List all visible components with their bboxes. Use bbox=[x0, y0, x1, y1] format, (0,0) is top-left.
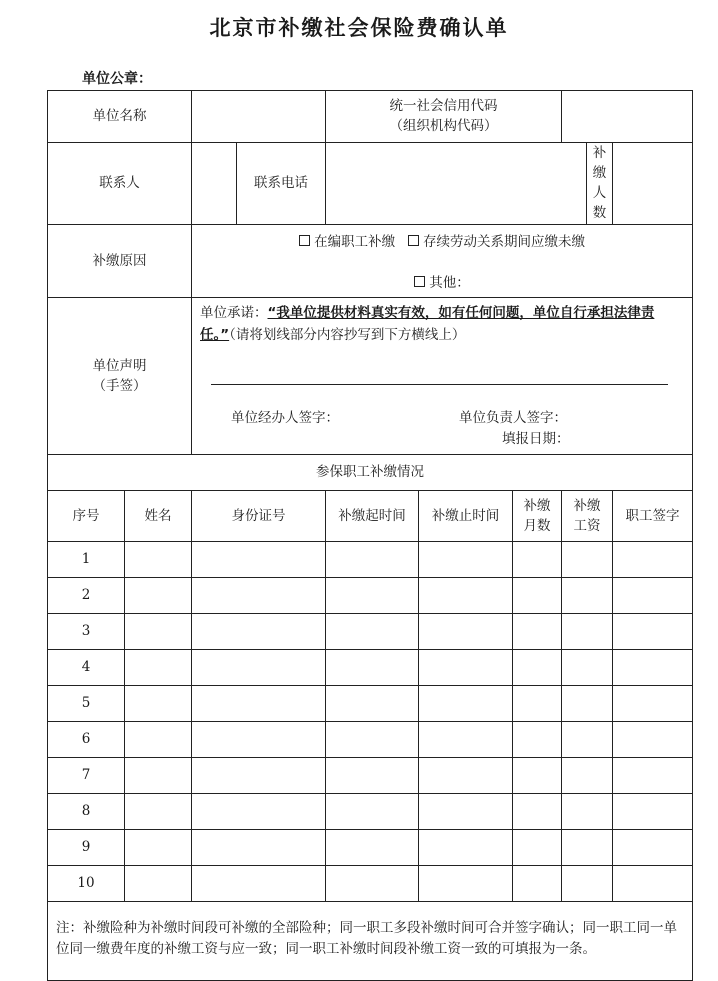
col-header-id: 身份证号 bbox=[192, 491, 326, 542]
col-header-name: 姓名 bbox=[125, 491, 192, 542]
table-row bbox=[48, 830, 693, 866]
end-cell[interactable] bbox=[419, 614, 513, 650]
id-cell[interactable] bbox=[192, 794, 326, 830]
end-cell[interactable] bbox=[419, 578, 513, 614]
row-seq: 7 bbox=[48, 758, 125, 794]
reason-label: 补缴原因 bbox=[48, 225, 192, 298]
row-seq: 2 bbox=[48, 578, 125, 614]
declaration-prefix: 单位承诺： bbox=[200, 305, 268, 321]
reason-option-staff: 在编职工补缴 bbox=[314, 234, 396, 250]
id-cell[interactable] bbox=[192, 614, 326, 650]
id-cell[interactable] bbox=[192, 578, 326, 614]
confirmation-form bbox=[47, 90, 693, 981]
id-cell[interactable] bbox=[192, 722, 326, 758]
months-cell[interactable] bbox=[513, 578, 562, 614]
col-header-months-line1: 补缴 bbox=[523, 497, 551, 514]
row-seq: 10 bbox=[48, 866, 125, 902]
end-cell[interactable] bbox=[419, 794, 513, 830]
declaration-instruction: （请将划线部分内容抄写到下方横线上） bbox=[229, 327, 466, 343]
sign-cell[interactable] bbox=[613, 794, 693, 830]
start-cell[interactable] bbox=[326, 866, 419, 902]
months-cell[interactable] bbox=[513, 866, 562, 902]
row-seq: 3 bbox=[48, 614, 125, 650]
unit-name-label: 单位名称 bbox=[48, 91, 192, 143]
col-header-months bbox=[513, 491, 562, 542]
checkbox-icon[interactable] bbox=[408, 235, 419, 246]
col-header-wage-line1: 补缴 bbox=[573, 497, 601, 514]
contact-field[interactable] bbox=[192, 143, 237, 225]
end-cell[interactable] bbox=[419, 542, 513, 578]
name-cell[interactable] bbox=[125, 578, 192, 614]
sign-cell[interactable] bbox=[613, 758, 693, 794]
headcount-label-line1: 补缴 bbox=[592, 145, 607, 181]
wage-cell[interactable] bbox=[562, 794, 613, 830]
sign-cell[interactable] bbox=[613, 686, 693, 722]
col-header-wage bbox=[562, 491, 613, 542]
name-cell[interactable] bbox=[125, 830, 192, 866]
row-seq: 1 bbox=[48, 542, 125, 578]
start-cell[interactable] bbox=[326, 614, 419, 650]
checkbox-icon[interactable] bbox=[414, 276, 425, 287]
start-cell[interactable] bbox=[326, 578, 419, 614]
credit-code-field[interactable] bbox=[562, 91, 693, 143]
name-cell[interactable] bbox=[125, 614, 192, 650]
start-cell[interactable] bbox=[326, 722, 419, 758]
wage-cell[interactable] bbox=[562, 614, 613, 650]
name-cell[interactable] bbox=[125, 686, 192, 722]
declaration-label bbox=[48, 298, 192, 455]
phone-field[interactable] bbox=[326, 143, 587, 225]
wage-cell[interactable] bbox=[562, 758, 613, 794]
credit-code-label bbox=[326, 91, 562, 143]
start-cell[interactable] bbox=[326, 794, 419, 830]
wage-cell[interactable] bbox=[562, 578, 613, 614]
table-row bbox=[48, 794, 693, 830]
col-header-sign: 职工签字 bbox=[613, 491, 693, 542]
sign-cell[interactable] bbox=[613, 614, 693, 650]
wage-cell[interactable] bbox=[562, 686, 613, 722]
head-signature-label: 单位负责人签字： bbox=[459, 410, 567, 426]
wage-cell[interactable] bbox=[562, 542, 613, 578]
row-seq: 6 bbox=[48, 722, 125, 758]
wage-cell[interactable] bbox=[562, 830, 613, 866]
months-cell[interactable] bbox=[513, 722, 562, 758]
end-cell[interactable] bbox=[419, 758, 513, 794]
table-row bbox=[48, 614, 693, 650]
id-cell[interactable] bbox=[192, 686, 326, 722]
table-row bbox=[48, 542, 693, 578]
wage-cell[interactable] bbox=[562, 650, 613, 686]
checkbox-icon[interactable] bbox=[299, 235, 310, 246]
months-cell[interactable] bbox=[513, 614, 562, 650]
months-cell[interactable] bbox=[513, 758, 562, 794]
table-row bbox=[48, 650, 693, 686]
declaration-label-line1: 单位声明 bbox=[92, 357, 147, 374]
col-header-start: 补缴起时间 bbox=[326, 491, 419, 542]
start-cell[interactable] bbox=[326, 542, 419, 578]
col-header-wage-line2: 工资 bbox=[573, 517, 601, 534]
table-row bbox=[48, 866, 693, 902]
headcount-label bbox=[587, 143, 613, 225]
start-cell[interactable] bbox=[326, 830, 419, 866]
document-title: 北京市补缴社会保险费确认单 bbox=[209, 16, 509, 40]
start-cell[interactable] bbox=[326, 650, 419, 686]
name-cell[interactable] bbox=[125, 794, 192, 830]
table-row bbox=[48, 758, 693, 794]
wage-cell[interactable] bbox=[562, 722, 613, 758]
reason-options bbox=[192, 225, 693, 298]
name-cell[interactable] bbox=[125, 542, 192, 578]
table-row bbox=[48, 722, 693, 758]
end-cell[interactable] bbox=[419, 650, 513, 686]
wage-cell[interactable] bbox=[562, 866, 613, 902]
months-cell[interactable] bbox=[513, 794, 562, 830]
footnote: 注：补缴险种为补缴时间段可补缴的全部险种；同一职工多段补缴时间可合并签字确认；同一职工同一单位同一缴费年度的补缴工资与应一致；同一职工补缴时间段补缴工资一致的可填报为一条。 bbox=[48, 902, 693, 981]
months-cell[interactable] bbox=[513, 686, 562, 722]
fill-date-label: 填报日期： bbox=[502, 431, 570, 447]
section-title: 参保职工补缴情况 bbox=[48, 455, 693, 491]
credit-code-label-line1: 统一社会信用代码 bbox=[389, 98, 498, 114]
sign-cell[interactable] bbox=[613, 578, 693, 614]
headcount-field[interactable] bbox=[613, 143, 693, 225]
end-cell[interactable] bbox=[419, 830, 513, 866]
handler-signature-label: 单位经办人签字： bbox=[231, 410, 339, 426]
sign-cell[interactable] bbox=[613, 650, 693, 686]
copy-line[interactable] bbox=[211, 384, 668, 385]
row-seq: 4 bbox=[48, 650, 125, 686]
declaration-label-line2: （手签） bbox=[92, 377, 147, 394]
name-cell[interactable] bbox=[125, 650, 192, 686]
credit-code-label-line2: （组织机构代码） bbox=[389, 118, 498, 134]
table-row bbox=[48, 686, 693, 722]
id-cell[interactable] bbox=[192, 542, 326, 578]
unit-name-field[interactable] bbox=[192, 91, 326, 143]
reason-option-unpaid: 存续劳动关系期间应缴未缴 bbox=[422, 234, 585, 250]
unit-seal-label: 单位公章： bbox=[82, 71, 152, 87]
col-header-months-line2: 月数 bbox=[523, 517, 551, 534]
end-cell[interactable] bbox=[419, 686, 513, 722]
contact-label: 联系人 bbox=[48, 143, 192, 225]
sign-cell[interactable] bbox=[613, 722, 693, 758]
reason-option-other: 其他： bbox=[429, 275, 470, 291]
headcount-label-line2: 人数 bbox=[592, 185, 607, 221]
col-header-seq: 序号 bbox=[48, 491, 125, 542]
phone-label: 联系电话 bbox=[237, 143, 326, 225]
months-cell[interactable] bbox=[513, 650, 562, 686]
declaration-area bbox=[192, 298, 693, 455]
sign-cell[interactable] bbox=[613, 866, 693, 902]
months-cell[interactable] bbox=[513, 542, 562, 578]
row-seq: 5 bbox=[48, 686, 125, 722]
sign-cell[interactable] bbox=[613, 542, 693, 578]
id-cell[interactable] bbox=[192, 650, 326, 686]
id-cell[interactable] bbox=[192, 830, 326, 866]
months-cell[interactable] bbox=[513, 830, 562, 866]
declaration-promise: “我单位提供材料真实有效，如有任何问题，单位自行承担法律责任。” bbox=[200, 305, 655, 343]
table-row bbox=[48, 578, 693, 614]
row-seq: 9 bbox=[48, 830, 125, 866]
name-cell[interactable] bbox=[125, 758, 192, 794]
start-cell[interactable] bbox=[326, 686, 419, 722]
col-header-end: 补缴止时间 bbox=[419, 491, 513, 542]
row-seq: 8 bbox=[48, 794, 125, 830]
end-cell[interactable] bbox=[419, 866, 513, 902]
start-cell[interactable] bbox=[326, 758, 419, 794]
id-cell[interactable] bbox=[192, 866, 326, 902]
name-cell[interactable] bbox=[125, 866, 192, 902]
end-cell[interactable] bbox=[419, 722, 513, 758]
id-cell[interactable] bbox=[192, 758, 326, 794]
name-cell[interactable] bbox=[125, 722, 192, 758]
sign-cell[interactable] bbox=[613, 830, 693, 866]
